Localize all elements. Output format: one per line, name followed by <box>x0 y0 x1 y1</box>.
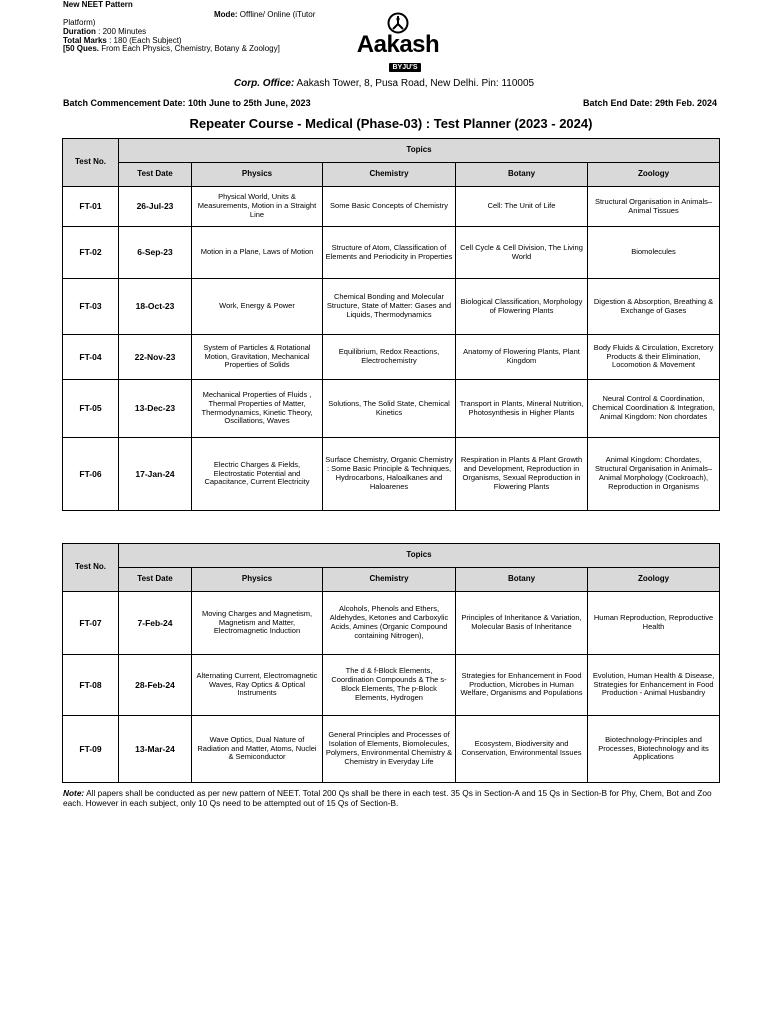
physics-topics: Moving Charges and Magnetism, Magnetism and Matter, Electromagnetic Induction <box>192 592 323 655</box>
zoology-topics: Animal Kingdom: Chordates, Structural Organisation in Animals–Animal Morphology (Cockroach), Reproduction in Organisms <box>588 438 720 511</box>
ques-label: [50 Ques. <box>63 44 100 54</box>
header-topics: Topics <box>119 139 720 163</box>
botany-topics: Anatomy of Flowering Plants, Plant Kingdom <box>456 335 588 380</box>
zoology-topics: Evolution, Human Health & Disease, Strategies for Enhancement in Food Production - Animal Husbandry <box>588 655 720 716</box>
botany-topics: Biological Classification, Morphology of Flowering Plants <box>456 279 588 335</box>
physics-topics: Wave Optics, Dual Nature of Radiation and Matter, Atoms, Nuclei & Semiconductor <box>192 716 323 783</box>
test-date: 7-Feb-24 <box>119 592 192 655</box>
table-row <box>63 438 720 511</box>
test-date: 18-Oct-23 <box>119 279 192 335</box>
test-planner-table-2 <box>62 543 720 783</box>
test-date: 22-Nov-23 <box>119 335 192 380</box>
test-id: FT-05 <box>63 380 119 438</box>
corp-address: Aakash Tower, 8, Pusa Road, New Delhi. Pin: 110005 <box>296 78 535 89</box>
physics-topics: Alternating Current, Electromagnetic Waves, Ray Optics & Optical Instruments <box>192 655 323 716</box>
table-row <box>63 227 720 279</box>
corp-office <box>0 78 768 89</box>
note-text: All papers shall be conducted as per new pattern of NEET. Total 200 Qs shall be there in each test. 35 Qs in Section-A and 15 Qs in Section-B for Phy, Chem, Bot and Zoo each. However in each subject, only 10 Qs need to be attempted out of 15 Qs of Section-B. <box>63 788 712 808</box>
chemistry-topics: Equilibrium, Redox Reactions, Electrochemistry <box>323 335 456 380</box>
duration-value: : 200 Minutes <box>98 26 147 36</box>
header-test-no: Test No. <box>63 544 119 592</box>
test-id: FT-08 <box>63 655 119 716</box>
zoology-topics: Structural Organisation in Animals–Animal Tissues <box>588 187 720 227</box>
header-physics: Physics <box>192 568 323 592</box>
botany-topics: Strategies for Enhancement in Food Production, Microbes in Human Welfare, Organisms and Populations <box>456 655 588 716</box>
test-date: 26-Jul-23 <box>119 187 192 227</box>
chemistry-topics: Solutions, The Solid State, Chemical Kinetics <box>323 380 456 438</box>
header-test-no: Test No. <box>63 139 119 187</box>
test-date: 13-Mar-24 <box>119 716 192 783</box>
page-title: Repeater Course - Medical (Phase-03) : Test Planner (2023 - 2024) <box>189 116 593 131</box>
header-botany: Botany <box>456 163 588 187</box>
platform-text: Platform) <box>63 18 96 27</box>
header-physics: Physics <box>192 163 323 187</box>
physics-topics: Electric Charges & Fields, Electrostatic Potential and Capacitance, Current Electricity <box>192 438 323 511</box>
header-zoology: Zoology <box>588 568 720 592</box>
logo-sub: BYJU'S <box>389 63 420 72</box>
table-row <box>63 187 720 227</box>
mode-label: Mode: <box>214 10 238 19</box>
botany-topics: Ecosystem, Biodiversity and Conservation, Environmental Issues <box>456 716 588 783</box>
table-row <box>63 716 720 783</box>
marks-label: Total Marks <box>63 35 107 45</box>
botany-topics: Transport in Plants, Mineral Nutrition, Photosynthesis in Higher Plants <box>456 380 588 438</box>
duration-label: Duration <box>63 26 96 36</box>
test-id: FT-02 <box>63 227 119 279</box>
header-zoology: Zoology <box>588 163 720 187</box>
chemistry-topics: Structure of Atom, Classification of Elements and Periodicity in Properties <box>323 227 456 279</box>
physics-topics: System of Particles & Rotational Motion, Gravitation, Mechanical Properties of Solids <box>192 335 323 380</box>
test-date: 13-Dec-23 <box>119 380 192 438</box>
note <box>63 788 723 808</box>
table-row <box>63 335 720 380</box>
note-label: Note: <box>63 788 85 798</box>
test-id: FT-09 <box>63 716 119 783</box>
header-chemistry: Chemistry <box>323 163 456 187</box>
marks-value: : 180 (Each Subject) <box>109 35 182 45</box>
zoology-topics: Human Reproduction, Reproductive Health <box>588 592 720 655</box>
zoology-topics: Biomolecules <box>588 227 720 279</box>
header-chemistry: Chemistry <box>323 568 456 592</box>
mode-value: Offline/ Online (iTutor <box>239 10 316 19</box>
physics-topics: Mechanical Properties of Fluids , Thermal Properties of Matter, Thermodynamics, Kinetic Theory, Oscillations, Waves <box>192 380 323 438</box>
test-date: 28-Feb-24 <box>119 655 192 716</box>
zoology-topics: Digestion & Absorption, Breathing & Exchange of Gases <box>588 279 720 335</box>
botany-topics: Cell: The Unit of Life <box>456 187 588 227</box>
chemistry-topics: Chemical Bonding and Molecular Structure, State of Matter: Gases and Liquids, Thermodynamics <box>323 279 456 335</box>
zoology-topics: Biotechnology-Principles and Processes, Biotechnology and its Applications <box>588 716 720 783</box>
chemistry-topics: Some Basic Concepts of Chemistry <box>323 187 456 227</box>
chemistry-topics: Alcohols, Phenols and Ethers, Aldehydes, Ketones and Carboxylic Acids, Amines (Organic Compound containing Nitrogen), <box>323 592 456 655</box>
table-row <box>63 279 720 335</box>
test-planner-table-1 <box>62 138 720 511</box>
botany-topics: Cell Cycle & Cell Division, The Living World <box>456 227 588 279</box>
chemistry-topics: Surface Chemistry, Organic Chemistry : Some Basic Principle & Techniques, Hydrocarbons, Haloalkanes and Haloarenes <box>323 438 456 511</box>
ques-value: From Each Physics, Chemistry, Botany & Zoology] <box>101 44 280 54</box>
table-row <box>63 592 720 655</box>
mode-line <box>214 10 315 19</box>
batch-end: Batch End Date: 29th Feb. 2024 <box>582 98 717 108</box>
test-date: 17-Jan-24 <box>119 438 192 511</box>
test-id: FT-06 <box>63 438 119 511</box>
table-row <box>63 655 720 716</box>
pattern-label: New NEET Pattern <box>63 0 133 9</box>
test-date: 6-Sep-23 <box>119 227 192 279</box>
exam-info <box>63 19 280 54</box>
physics-topics: Work, Energy & Power <box>192 279 323 335</box>
aakash-logo <box>352 12 444 70</box>
test-id: FT-03 <box>63 279 119 335</box>
test-id: FT-07 <box>63 592 119 655</box>
test-id: FT-04 <box>63 335 119 380</box>
batch-commencement: Batch Commencement Date: 10th June to 25th June, 2023 <box>63 98 311 108</box>
zoology-topics: Neural Control & Coordination, Chemical Coordination & Integration, Animal Kingdom: Non chordates <box>588 380 720 438</box>
corp-label: Corp. Office: <box>233 78 295 89</box>
physics-topics: Physical World, Units & Measurements, Motion in a Straight Line <box>192 187 323 227</box>
ques-line <box>63 45 280 54</box>
header-test-date: Test Date <box>119 568 192 592</box>
physics-topics: Motion in a Plane, Laws of Motion <box>192 227 323 279</box>
chemistry-topics: General Principles and Processes of Isolation of Elements, Biomolecules, Polymers, Environmental Chemistry & Chemistry in Everyday Life <box>323 716 456 783</box>
botany-topics: Respiration in Plants & Plant Growth and Development, Reproduction in Organisms, Sexual Reproduction in Flowering Plants <box>456 438 588 511</box>
header-topics: Topics <box>119 544 720 568</box>
table-row <box>63 380 720 438</box>
logo-name: Aakash <box>356 31 440 58</box>
chemistry-topics: The d & f-Block Elements, Coordination Compounds & The s-Block Elements, The p-Block Elements, Hydrogen <box>323 655 456 716</box>
test-id: FT-01 <box>63 187 119 227</box>
botany-topics: Principles of Inheritance & Variation, Molecular Basis of Inheritance <box>456 592 588 655</box>
header-test-date: Test Date <box>119 163 192 187</box>
header-botany: Botany <box>456 568 588 592</box>
zoology-topics: Body Fluids & Circulation, Excretory Products & their Elimination, Locomotion & Movement <box>588 335 720 380</box>
